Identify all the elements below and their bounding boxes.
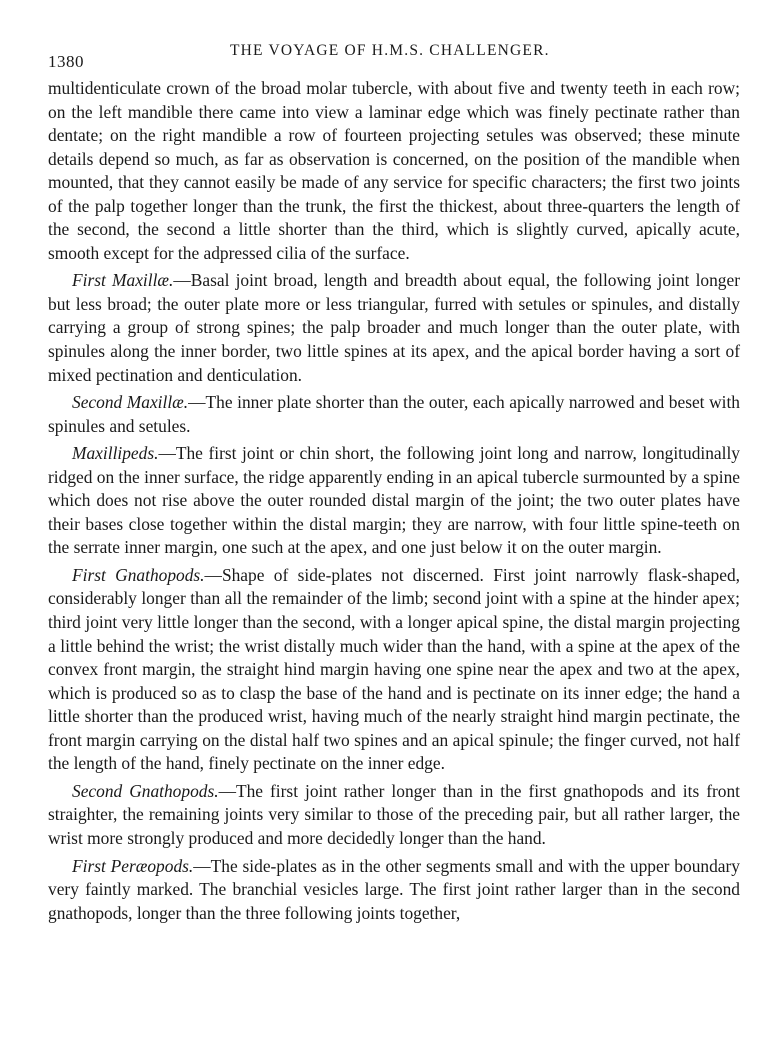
paragraph-second-gnathopods — [48, 780, 740, 851]
section-term: First Maxillæ. — [72, 270, 174, 291]
paragraph-text: —Basal joint broad, length and breadth about equal, the following joint longer but less broad; the outer plate more or less triangular, furred with setules or spinules, and distally carrying a group of strong spines; the palp broader and much longer than the outer plate, with spinules along the inner border, two little spines at its apex, and the apical border having a sort of mixed pectination and denticulation. — [48, 270, 741, 385]
paragraph-text: —The side-plates as in the other segments small and with the upper boundary very faintly marked. The branchial vesicles large. The first joint rather larger than in the second gnathopods, longer than the three following joints together, — [48, 855, 740, 923]
paragraph-first-peraeopods — [48, 855, 740, 926]
section-term: First Peræopods. — [72, 855, 194, 876]
section-term: Second Maxillæ. — [72, 392, 189, 413]
paragraph-first-maxillae — [48, 269, 740, 387]
paragraph-text: —The first joint or chin short, the following joint long and narrow, longitudinally ridged on the inner surface, the ridge apparently ending in an apical tubercle surmounted by a spine which does not rise above the outer rounded distal margin of the joint; the two outer plates have their bases close together within the distal margin; they are narrow, with four little spine-teeth on the serrate inner margin, one such at the apex, and one just below it on the outer margin. — [48, 443, 740, 558]
paragraph-second-maxillae — [48, 391, 740, 438]
paragraph-maxillipeds — [48, 442, 740, 560]
paragraph-text: —The inner plate shorter than the outer, each apically narrowed and beset with spinules and setules. — [48, 392, 740, 436]
page-header — [48, 40, 740, 76]
section-term: Second Gnathopods. — [72, 780, 219, 801]
paragraph-mandible-continued — [48, 77, 740, 265]
section-term: Maxillipeds. — [72, 443, 159, 464]
section-term: First Gnathopods. — [72, 564, 205, 585]
page-number: 1380 — [48, 52, 84, 71]
paragraph-text: —Shape of side-plates not discerned. First joint narrowly flask-shaped, considerably longer than all the remainder of the limb; second joint with a spine at the hinder apex; third joint very little longer than the second, with a longer apical spine, the distal margin projecting a little behind the wrist; the wrist distally much wider than the hand, with a spine at the apex of the convex front margin, the straight hind margin having one spine near the apex and two at the apex, which is produced so as to clasp the base of the hand and is pectinate on its inner edge; the hand a little shorter than the produced wrist, having much of the nearly straight hind margin pectinate, the front margin carrying on the distal half two spines and an apical spinule; the finger curved, not half the length of the hand, finely pectinate on the inner edge. — [48, 564, 741, 774]
paragraph-text: multidenticulate crown of the broad molar tubercle, with about five and twenty teeth in each row; on the left mandible there came into view a laminar edge which was finely pectinate rather than dentate; on the right mandible a row of fourteen projecting setules was observed; these minute details depend so much, as far as observation is concerned, on the position of the mandible when mounted, that they cannot easily be made of any service for specific characters; the first two joints of the palp together longer than the trunk, the first the thickest, about three-quarters the length of the second, the second a little shorter than the third, which is slightly curved, apically acute, smooth except for the adpressed cilia of the surface. — [48, 78, 740, 263]
paragraph-first-gnathopods — [48, 564, 740, 776]
body-text — [48, 77, 740, 925]
paragraph-text: —The first joint rather longer than in the first gnathopods and its front straighter, the remaining joints very similar to those of the preceding pair, but all rather larger, the wrist more strongly produced and more decidedly longer than the hand. — [48, 780, 740, 848]
book-page — [48, 40, 740, 929]
running-title: THE VOYAGE OF H.M.S. CHALLENGER. — [230, 42, 550, 59]
